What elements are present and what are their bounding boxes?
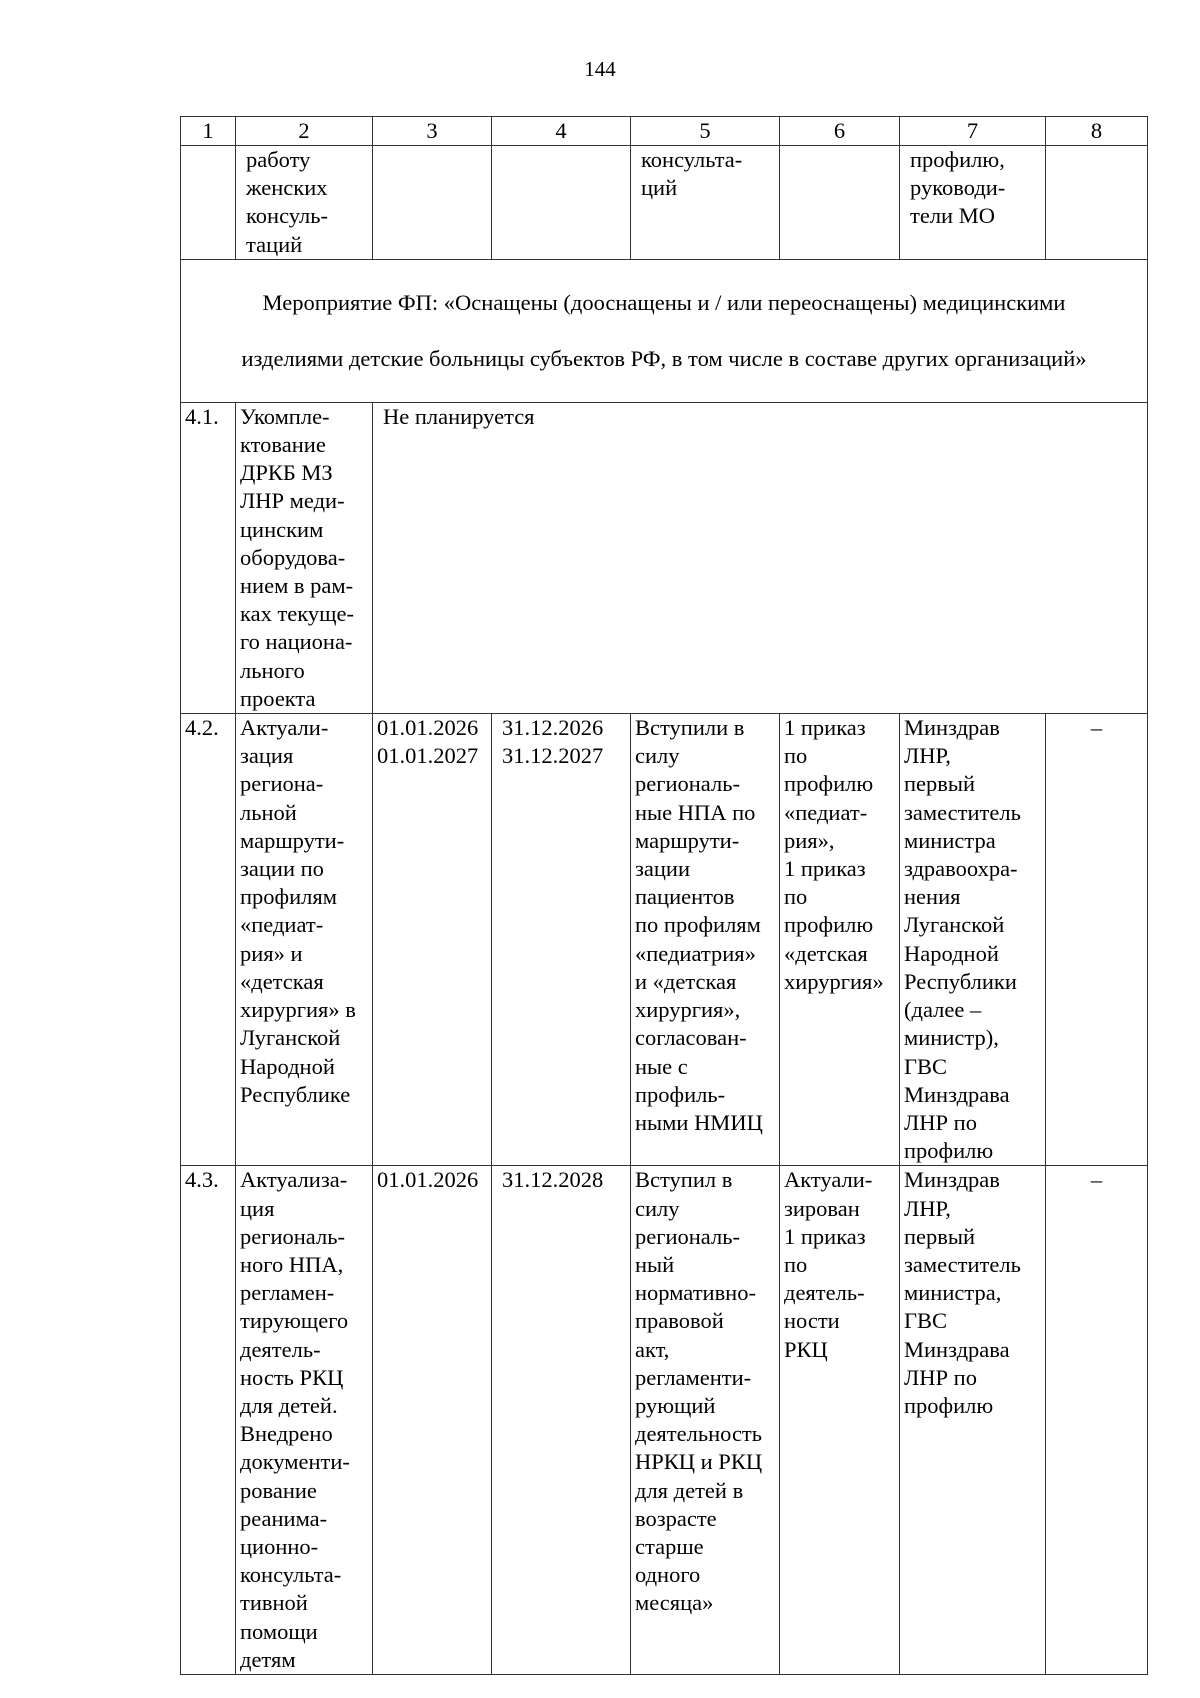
- indicator-description: 1 приказ по профилю «педиат- рия», 1 приказ по профилю «детская хирургия»: [780, 714, 900, 1166]
- section-title-line-2: изделиями детские больницы субъектов РФ, в том числе в составе других организаций»: [241, 346, 1087, 372]
- column-number-2: 2: [236, 117, 373, 146]
- cont-indicator-cell: [780, 146, 900, 260]
- column-number-6: 6: [780, 117, 900, 146]
- cont-c8-cell: [1046, 146, 1148, 260]
- section-title: [181, 259, 1148, 402]
- column-number-3: 3: [373, 117, 492, 146]
- cont-num-cell: [181, 146, 236, 260]
- cont-end-cell: [492, 146, 631, 260]
- column-8-value: –: [1046, 714, 1148, 1166]
- continued-row: [181, 146, 1148, 260]
- column-number-1: 1: [181, 117, 236, 146]
- start-date: 01.01.2026: [373, 1166, 492, 1675]
- row-number: 4.1.: [181, 402, 236, 713]
- table-row-4-2: [181, 714, 1148, 1166]
- cont-responsible-cell: профилю, руководи- тели МО: [900, 146, 1046, 260]
- activity-name: Укомпле- ктование ДРКБ МЗ ЛНР меди- цинским оборудова- нием в рам- ках текуще- го национа- льного проекта: [236, 402, 373, 713]
- section-row: [181, 259, 1148, 402]
- column-number-7: 7: [900, 117, 1046, 146]
- responsible-description: Минздрав ЛНР, первый заместитель министра здравоохра- нения Луганской Народной Республики (далее – министр), ГВС Минздрава ЛНР по профилю: [900, 714, 1046, 1166]
- cont-result-cell: консульта- ций: [631, 146, 780, 260]
- not-planned-cell: Не планируется: [373, 402, 1148, 713]
- cont-name-cell: работу женских консуль- таций: [236, 146, 373, 260]
- row-number: 4.2.: [181, 714, 236, 1166]
- column-number-4: 4: [492, 117, 631, 146]
- table-row-4-1: [181, 402, 1148, 713]
- column-8-value: –: [1046, 1166, 1148, 1675]
- indicator-description: Актуали- зирован 1 приказ по деятель- ности РКЦ: [780, 1166, 900, 1675]
- row-number: 4.3.: [181, 1166, 236, 1675]
- section-title-line-1: Мероприятие ФП: «Оснащены (дооснащены и / или переоснащены) медицинскими: [262, 290, 1066, 316]
- table-row-4-3: [181, 1166, 1148, 1675]
- end-date: 31.12.2028: [492, 1166, 631, 1675]
- activities-table: [180, 116, 1148, 1675]
- responsible-description: Минздрав ЛНР, первый заместитель министра, ГВС Минздрава ЛНР по профилю: [900, 1166, 1046, 1675]
- page-number: 144: [584, 57, 616, 81]
- activity-name: Актуали- зация региона- льной маршрути- зации по профилям «педиат- рия» и «детская хирургия» в Луганской Народной Республике: [236, 714, 373, 1166]
- result-description: Вступили в силу региональ- ные НПА по маршрути- зации пациентов по профилям «педиатрия» и «детская хирургия», согласован- ные с профиль- ными НМИЦ: [631, 714, 780, 1166]
- cont-start-cell: [373, 146, 492, 260]
- column-number-5: 5: [631, 117, 780, 146]
- column-number-8: 8: [1046, 117, 1148, 146]
- result-description: Вступил в силу региональ- ный нормативно- правовой акт, регламенти- рующий деятельность НРКЦ и РКЦ для детей в возрасте старше одного месяца»: [631, 1166, 780, 1675]
- activity-name: Актуализа- ция региональ- ного НПА, регламен- тирующего деятель- ность РКЦ для детей. Внедрено документи- рование реанима- ционно- консульта- тивной помощи детям: [236, 1166, 373, 1675]
- column-number-row: [181, 117, 1148, 146]
- start-date: 01.01.2026 01.01.2027: [373, 714, 492, 1166]
- end-date: 31.12.2026 31.12.2027: [492, 714, 631, 1166]
